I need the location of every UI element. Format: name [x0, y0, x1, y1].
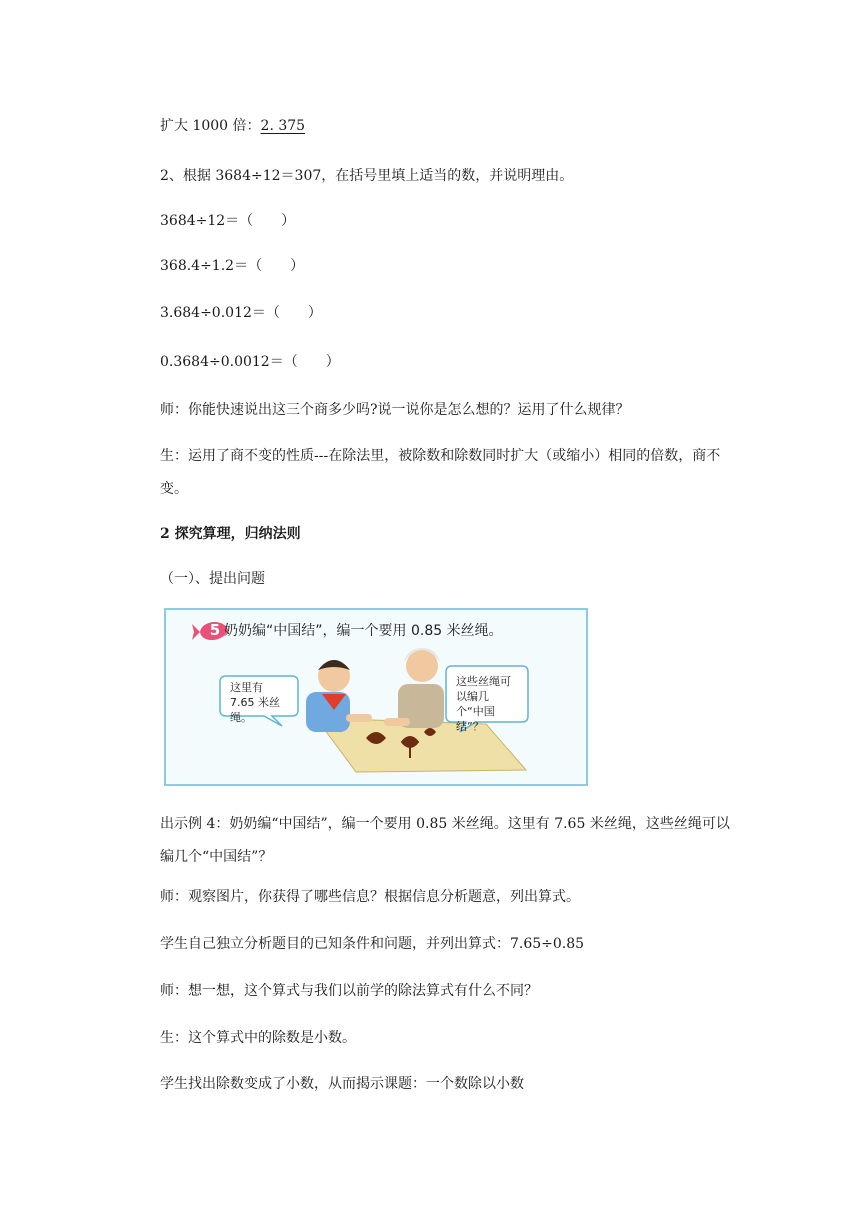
- boy-figure: [306, 660, 372, 732]
- section-heading-2: 2 探究算理，归纳法则: [160, 526, 301, 542]
- teacher-question-1: 师：你能快速说出这三个商多少吗?说一说你是怎么想的？运用了什么规律？: [160, 402, 630, 418]
- question-2: 2、根据 3684÷12＝307，在括号里填上适当的数，并说明理由。: [160, 168, 574, 184]
- teacher-question-2: 师：观察图片，你获得了哪些信息？根据信息分析题意，列出算式。: [160, 889, 580, 905]
- equation-1: 3684÷12＝（ ）: [160, 213, 296, 229]
- student-reveal: 学生找出除数变成了小数，从而揭示课题：一个数除以小数: [160, 1076, 524, 1092]
- student-answer-1: [130, 440, 730, 506]
- expand-1000-answer: 2. 375: [260, 118, 306, 134]
- equation-4: 0.3684÷0.0012＝（ ）: [160, 354, 340, 370]
- grandma-figure: [384, 648, 444, 728]
- student-answer-1-text: 生：运用了商不变的性质---在除法里，被除数和除数同时扩大（或缩小）相同的倍数，商不变。: [160, 448, 721, 497]
- illustration-caption: 奶奶编“中国结”，编一个要用 0.85 米丝绳。: [224, 623, 503, 639]
- equation-3: 3.684÷0.012＝（ ）: [160, 305, 322, 321]
- bubble-right-text: 这些丝绳可以编几个“中国结”？: [456, 675, 511, 733]
- expand-1000-label: 扩大 1000 倍：: [160, 118, 261, 134]
- bubble-left-text: 这里有 7.65 米丝绳。: [230, 681, 280, 724]
- student-analysis: 学生自己独立分析题目的已知条件和问题，并列出算式：7.65÷0.85: [160, 936, 585, 952]
- example-illustration: [164, 608, 588, 786]
- subsection-heading-1: （一）、提出问题: [160, 571, 265, 587]
- example-4-paragraph: [130, 808, 730, 874]
- expand-1000-line: [160, 116, 305, 136]
- student-answer-2: 生：这个算式中的除数是小数。: [160, 1030, 356, 1046]
- teacher-question-3: 师：想一想，这个算式与我们以前学的除法算式有什么不同？: [160, 983, 538, 999]
- equation-2: 368.4÷1.2＝（ ）: [160, 258, 305, 274]
- example-4-text: 出示例 4：奶奶编“中国结”，编一个要用 0.85 米丝绳。这里有 7.65 米丝绳，这些丝绳可以编几个“中国结”？: [160, 816, 730, 865]
- example-number-badge: 5: [209, 621, 221, 639]
